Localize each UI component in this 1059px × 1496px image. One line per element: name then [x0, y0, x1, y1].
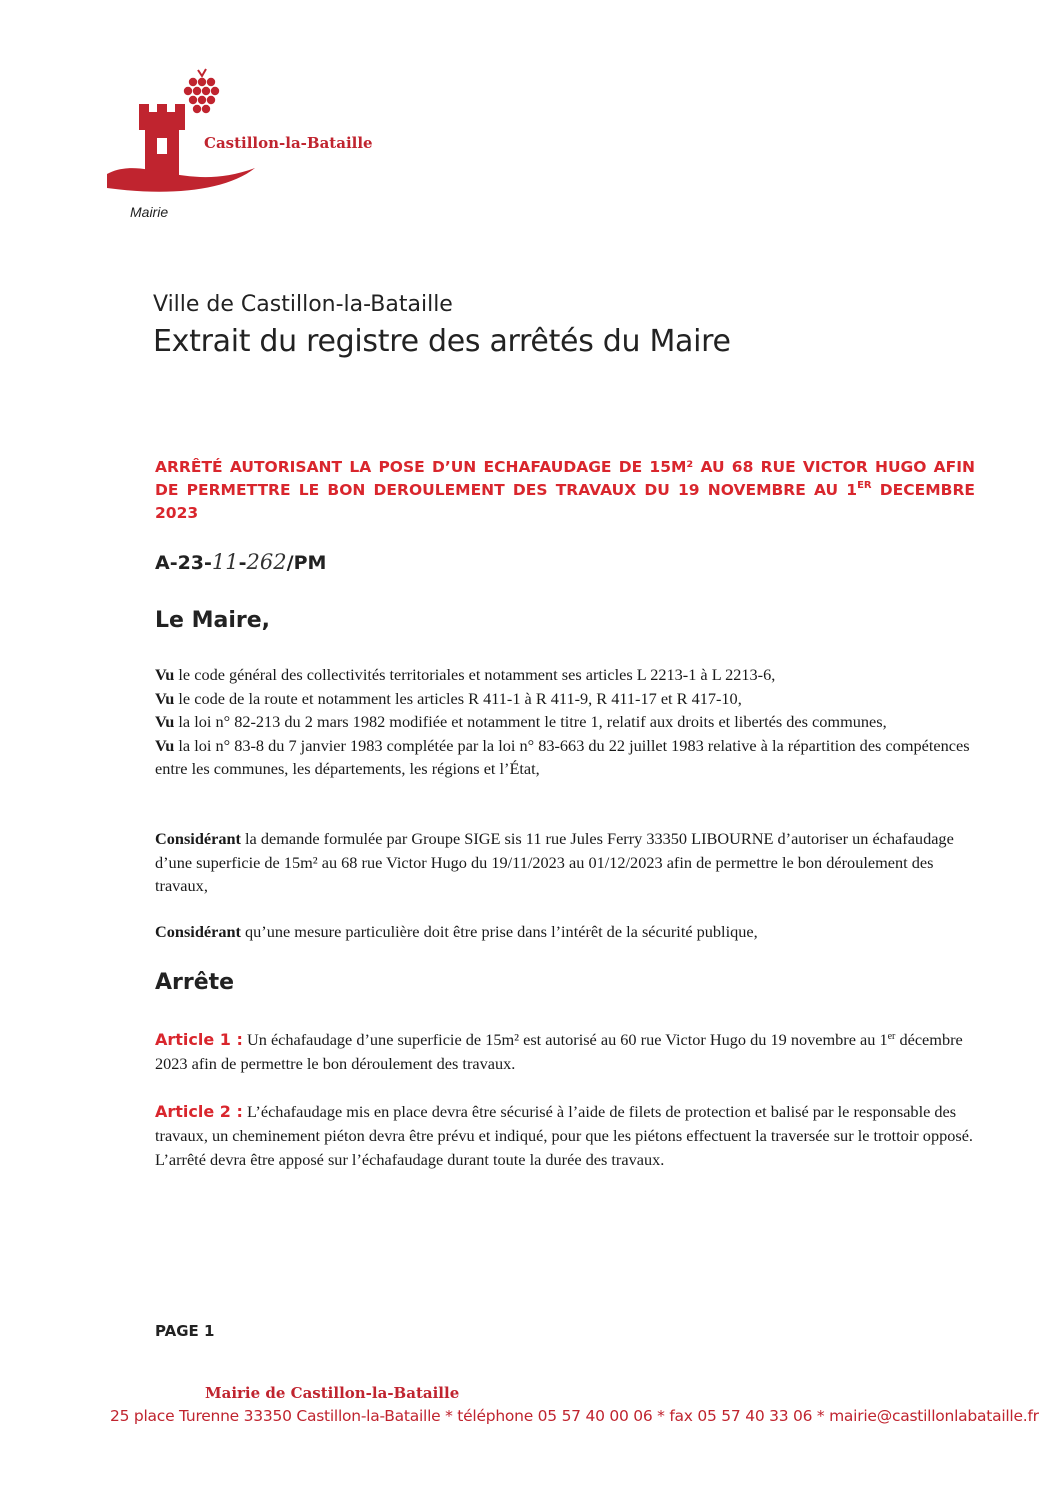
logo-name: Castillon-la-Bataille [204, 134, 373, 152]
document-heading: Extrait du registre des arrêtés du Maire [153, 324, 731, 359]
considerant-1: Considérant la demande formulée par Groupe SIGE sis 11 rue Jules Ferry 33350 LIBOURNE d’autoriser un échafaudage d’une superficie de 15m² au 68 rue Victor Hugo du 19/11/2023 au 01/12/2023 afin de permettre le bon déroulement des travaux, [155, 829, 954, 896]
vu-item: Vu la loi n° 83-8 du 7 janvier 1983 complétée par la loi n° 83-663 du 22 juillet 1983 relative à la répartition des compétences entre les communes, les départements, les régions et l’État, [155, 735, 970, 779]
article-label: Article 1 : [155, 1030, 243, 1049]
arrete-heading: Arrête [155, 970, 235, 995]
article-1: Article 1 : Un échafaudage d’une superficie de 15m² est autorisé au 60 rue Victor Hugo du 19 novembre au 1er décembre 2023 afin de permettre le bon déroulement des travaux. [155, 1030, 963, 1073]
vu-item: Vu le code général des collectivités territoriales et notamment ses articles L 2213-1 à L 2213-6, [155, 665, 776, 684]
handwritten-month: 11 [211, 550, 239, 574]
arrete-reference: A-23-11-262/PM [155, 550, 327, 574]
grape-icon [184, 69, 219, 113]
handwritten-number: 262 [246, 550, 287, 574]
page-number: PAGE 1 [155, 1322, 215, 1340]
arrete-title: ARRÊTÉ AUTORISANT LA POSE D’UN ECHAFAUDAGE DE 15M² AU 68 RUE VICTOR HUGO AFIN DE PERMETTRE LE BON DEROULEMENT DES TRAVAUX DU 19 NOVEMBRE AU 1ER DECEMBRE 2023 [155, 458, 975, 522]
le-maire-heading: Le Maire, [155, 608, 271, 633]
article-label: Article 2 : [155, 1102, 243, 1121]
city-name: Ville de Castillon-la-Bataille [153, 292, 453, 317]
vu-item: Vu le code de la route et notamment les articles R 411-1 à R 411-9, R 411-17 et R 417-10, [155, 688, 742, 708]
logo-subtitle: Mairie [130, 204, 169, 220]
footer-contact: 25 place Turenne 33350 Castillon-la-Bataille * téléphone 05 57 40 00 06 * fax 05 57 40 33 06 * mairie@castillonlabataille.fr [110, 1407, 1039, 1425]
article-2: Article 2 : L’échafaudage mis en place devra être sécurisé à l’aide de filets de protection et balisé par le responsable des travaux, un cheminement piéton devra être prévu et indiqué, pour que les piétons effectuent la traversée sur le trottoir opposé. L’arrêté devra être apposé sur l’échafaudage durant toute la durée des travaux. [155, 1102, 973, 1169]
swoosh-icon [107, 168, 255, 192]
vu-item: Vu la loi n° 82-213 du 2 mars 1982 modifiée et notamment le titre 1, relatif aux droits et libertés des communes, [155, 712, 887, 732]
vus-section [155, 663, 975, 781]
footer-title: Mairie de Castillon-la-Bataille [205, 1384, 460, 1402]
considerant-2: Considérant qu’une mesure particulière doit être prise dans l’intérêt de la sécurité publique, [155, 922, 758, 941]
